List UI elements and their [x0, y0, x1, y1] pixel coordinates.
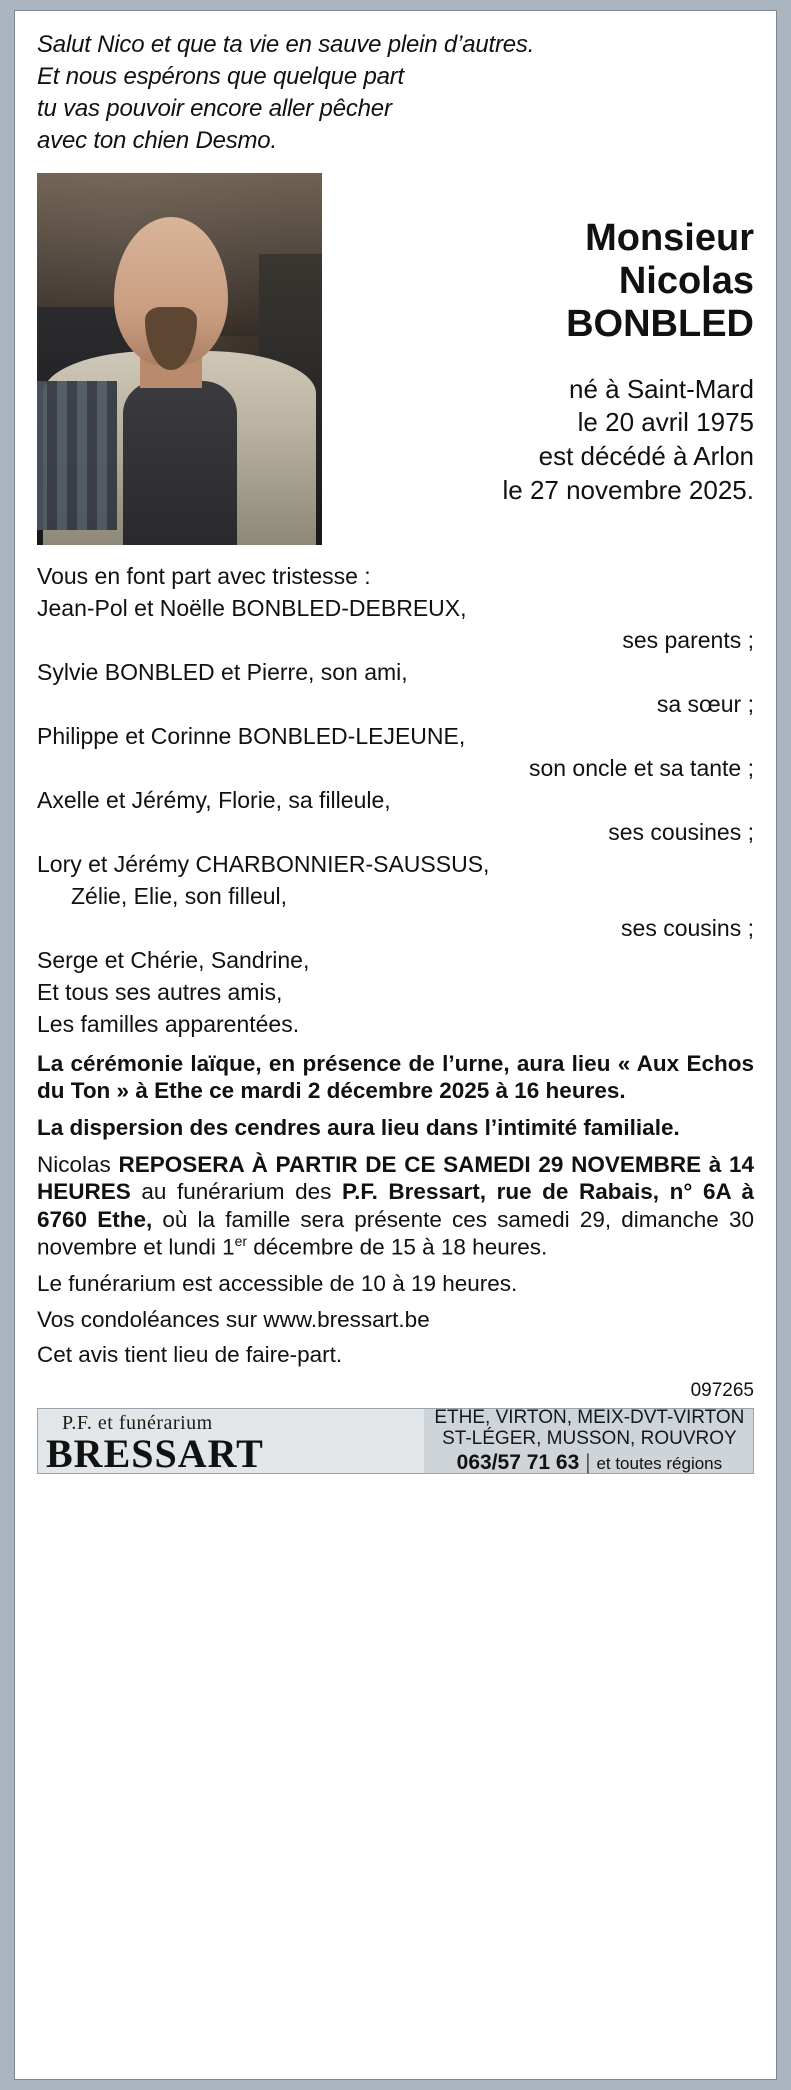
intro-message: [37, 29, 754, 157]
repose-part-3: où la famille sera présente ces samedi 29, dimanche 30 novembre et lundi 1: [37, 1206, 754, 1260]
footer-contact: [424, 1406, 753, 1475]
footer-towns-line-1: ETHE, VIRTON, MEIX-DVT-VIRTON: [434, 1406, 745, 1428]
repose-bold-1: REPOSERA À PARTIR DE CE SAMEDI 29 NOVEMBRE à 14 HEURES: [37, 1151, 754, 1205]
family-names-1: Jean-Pol et Noëlle BONBLED-DEBREUX,: [37, 594, 467, 621]
family-other-2: Et tous ses autres amis,: [37, 978, 283, 1005]
family-names-4: Axelle et Jérémy, Florie, sa filleule,: [37, 786, 391, 813]
deceased-last-name: BONBLED: [566, 303, 754, 346]
closing-line-1: Le funérarium est accessible de 10 à 19 heures.: [37, 1270, 518, 1296]
repose-info: [37, 1151, 754, 1261]
family-relation-5: ses cousins ;: [621, 914, 754, 941]
footer-pf-label: P.F. et funérarium: [62, 1411, 213, 1434]
family-names-3: Philippe et Corinne BONBLED-LEJEUNE,: [37, 722, 466, 749]
announce-lead: Vous en font part avec tristesse :: [37, 562, 371, 589]
family-names-5: Lory et Jérémy CHARBONNIER-SAUSSUS,: [37, 850, 490, 877]
header-block: [37, 173, 754, 545]
family-names-2: Sylvie BONBLED et Pierre, son ami,: [37, 658, 408, 685]
repose-bold-2: P.F. Bressart, rue de Rabais, n° 6A à 6760 Ethe,: [37, 1179, 754, 1232]
ceremony-info: [37, 1050, 754, 1141]
ceremony-paragraph-1: La cérémonie laïque, en présence de l’urne, aura lieu « Aux Echos du Ton » à Ethe ce mardi 2 décembre 2025 à 16 heures.: [37, 1050, 754, 1103]
death-place: est décédé à Arlon: [538, 441, 754, 472]
reference-number: 097265: [690, 1380, 754, 1402]
family-relation-3: son oncle et sa tante ;: [528, 754, 754, 781]
death-date: le 27 novembre 2025.: [502, 474, 754, 505]
footer-phone: 063/57 71 63: [456, 1451, 580, 1475]
birth-place: né à Saint-Mard: [569, 373, 754, 404]
closing-info: [37, 1267, 754, 1372]
name-block: [322, 173, 754, 508]
deceased-title: Monsieur: [585, 216, 754, 259]
deceased-first-name: Nicolas: [618, 259, 754, 302]
closing-line-3: Cet avis tient lieu de faire-part.: [37, 1342, 343, 1368]
repose-part-4: décembre de 15 à 18 heures.: [247, 1234, 548, 1260]
footer-separator: |: [585, 1451, 591, 1475]
footer-brand: [38, 1409, 424, 1476]
intro-line-1: Salut Nico et que ta vie en sauve plein d’autres.: [37, 31, 535, 58]
family-relation-4: ses cousines ;: [608, 818, 754, 845]
closing-line-2: Vos condoléances sur www.bressart.be: [37, 1306, 430, 1332]
portrait-photo: [37, 173, 322, 545]
family-relation-2: sa sœur ;: [656, 690, 754, 717]
footer-towns-line-2: ST-LÉGER, MUSSON, ROUVROY: [442, 1428, 737, 1450]
intro-line-4: avec ton chien Desmo.: [37, 126, 277, 154]
repose-part-1: Nicolas: [37, 1151, 119, 1177]
funeral-home-footer: [37, 1408, 754, 1474]
family-relation-1: ses parents ;: [622, 626, 754, 653]
obituary-notice: [14, 10, 777, 2080]
family-other-1: Serge et Chérie, Sandrine,: [37, 946, 310, 973]
intro-line-2: Et nous espérons que quelque part: [37, 62, 405, 90]
announcement-list: [37, 562, 754, 1037]
footer-regions: et toutes régions: [596, 1454, 723, 1474]
footer-company-name: BRESSART: [46, 1430, 264, 1476]
repose-ordinal-suffix: er: [234, 1232, 248, 1249]
life-dates: [338, 373, 754, 508]
repose-part-2: au funérarium des: [130, 1179, 342, 1205]
intro-line-3: tu vas pouvoir encore aller pêcher: [37, 94, 392, 122]
family-names-5b: Zélie, Elie, son filleul,: [71, 882, 288, 909]
ceremony-paragraph-2: La dispersion des cendres aura lieu dans l’intimité familiale.: [37, 1114, 680, 1140]
birth-date: le 20 avril 1975: [577, 407, 754, 438]
footer-phone-row: [434, 1451, 745, 1475]
family-other-3: Les familles apparentées.: [37, 1010, 300, 1037]
